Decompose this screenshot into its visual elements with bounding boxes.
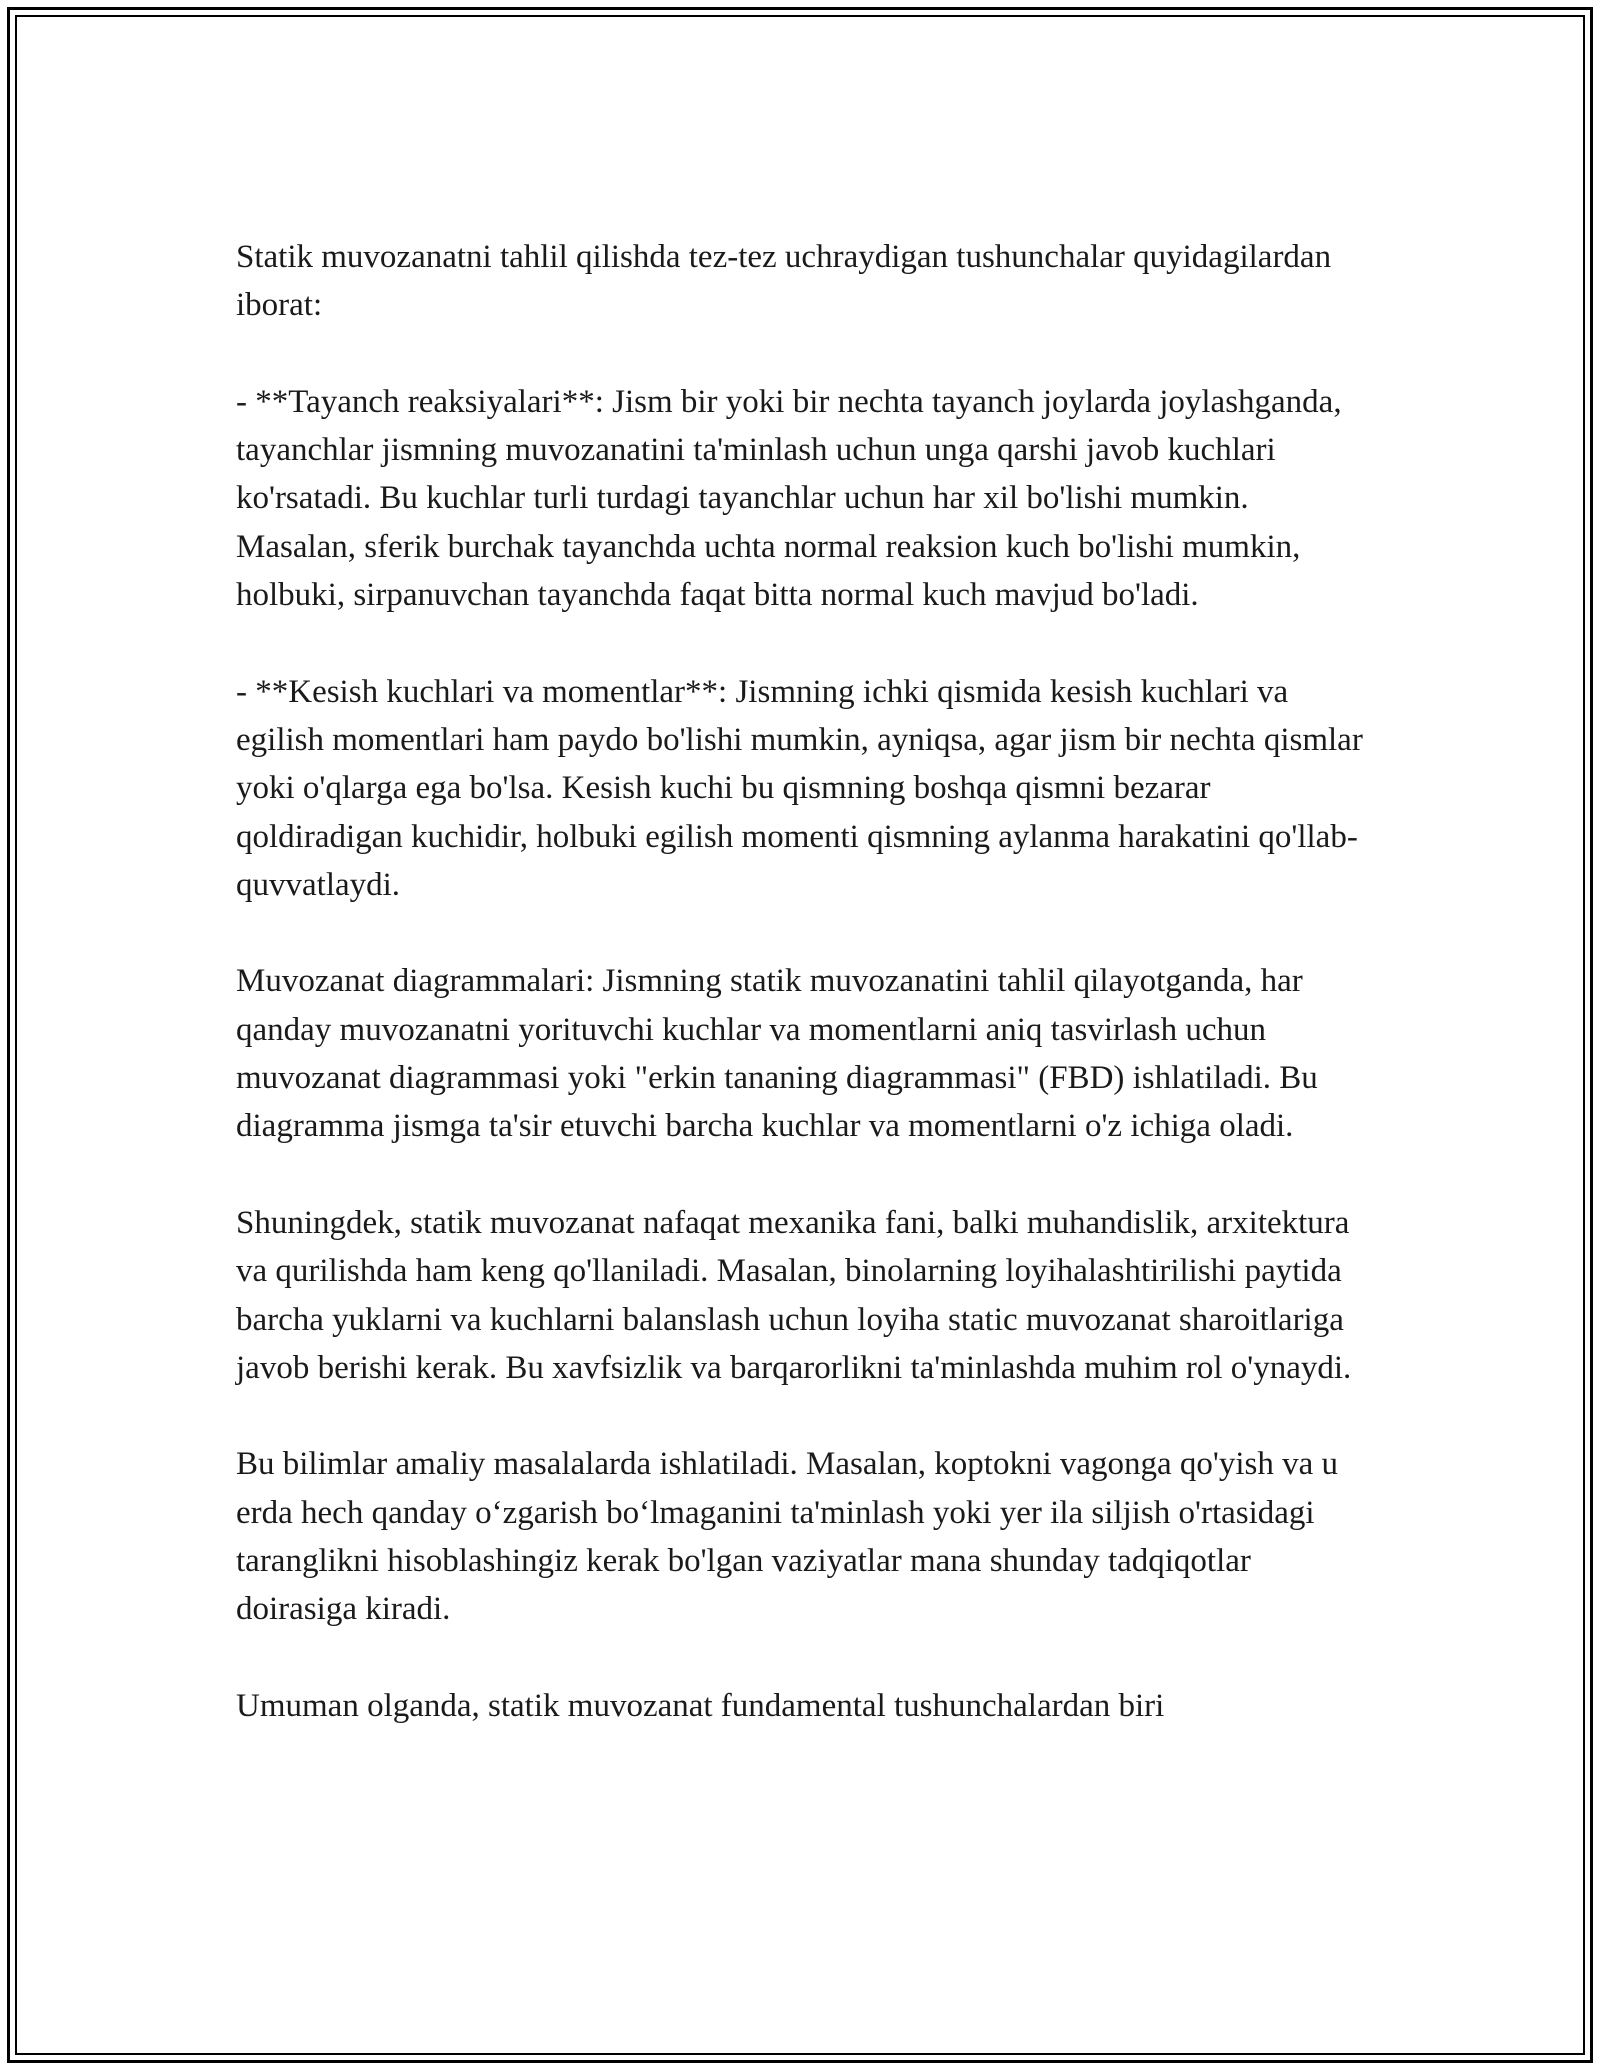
paragraph-conclusion: Umuman olganda, statik muvozanat fundamental tushunchalardan biri [236, 1687, 1165, 1724]
document-body [236, 233, 1376, 1730]
paragraph-practical-problems: Bu bilimlar amaliy masalalarda ishlatiladi. Masalan, koptokni vagonga qo'yish va u erda hech qanday o‘zgarish bo‘lmaganini ta'minlash yoki yer ila siljish o'rtasidagi taranglikni hisoblashingiz kerak bo'lgan vaziyatlar mana shunday tadqiqotlar doirasiga kiradi. [236, 1446, 1339, 1628]
paragraph-engineering-applications: Shuningdek, statik muvozanat nafaqat mexanika fani, balki muhandislik, arxitektura va qurilishda ham keng qo'llaniladi. Masalan, binolarning loyihalashtirilishi paytida barcha yuklarni va kuchlarni balanslash uchun loyiha static muvozanat sharoitlariga javob berishi kerak. Bu xavfsizlik va barqarorlikni ta'minlashda muhim rol o'ynaydi. [236, 1204, 1352, 1386]
paragraph-intro: Statik muvozanatni tahlil qilishda tez-tez uchraydigan tushunchalar quyidagilardan iborat: [236, 239, 1332, 324]
paragraph-shear-forces-moments: - **Kesish kuchlari va momentlar**: Jismning ichki qismida kesish kuchlari va egilish momentlari ham paydo bo'lishi mumkin, ayniqsa, agar jism bir nechta qismlar yoki o'qlarga ega bo'lsa. Kesish kuchi bu qismning boshqa qismni bezarar qoldiradigan kuchidir, holbuki egilish momenti qismning aylanma harakatini qo'llab-quvvatlaydi. [236, 673, 1363, 903]
paragraph-support-reactions: - **Tayanch reaksiyalari**: Jism bir yoki bir nechta tayanch joylarda joylashganda, tayanchlar jismning muvozanatini ta'minlash uchun unga qarshi javob kuchlari ko'rsatadi. Bu kuchlar turli turdagi tayanchlar uchun har xil bo'lishi mumkin. Masalan, sferik burchak tayanchda uchta normal reaksion kuch bo'lishi mumkin, holbuki, sirpanuvchan tayanchda faqat bitta normal kuch mavjud bo'ladi. [236, 383, 1342, 614]
paragraph-equilibrium-diagrams: Muvozanat diagrammalari: Jismning statik muvozanatini tahlil qilayotganda, har qanday muvozanatni yorituvchi kuchlar va momentlarni aniq tasvirlash uchun muvozanat diagrammasi yoki "erkin tananing diagrammasi" (FBD) ishlatiladi. Bu diagramma jismga ta'sir etuvchi barcha kuchlar va momentlarni o'z ichiga oladi. [236, 963, 1318, 1145]
